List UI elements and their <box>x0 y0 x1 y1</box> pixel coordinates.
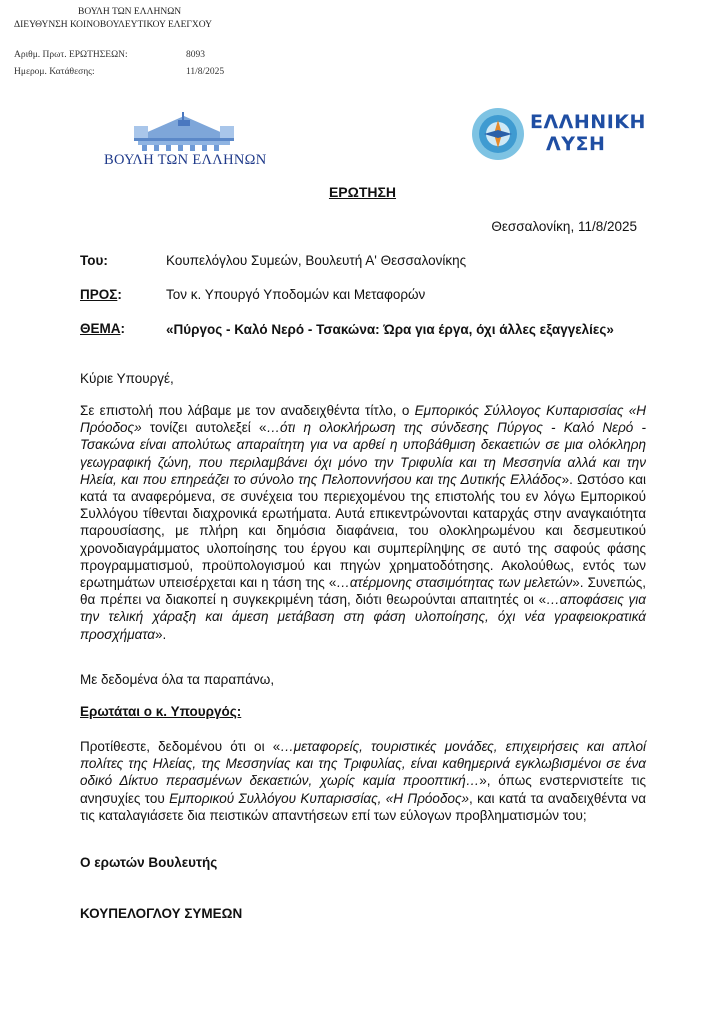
body-paragraph-2: Με δεδομένα όλα τα παραπάνω, <box>80 672 275 687</box>
subject-label <box>80 321 125 336</box>
subject-label-colon: : <box>120 321 125 336</box>
signature-title: Ο ερωτών Βουλευτής <box>80 855 218 870</box>
quoted-text: …ατέρμονης στασιμότητας των μελετών <box>336 575 573 591</box>
quoted-text: …μεταφορείς, τουριστικές μονάδες, επιχειρήσεις και απλοί πολίτες της Ηλείας, της Μεσσηνίας και της Τριφυλίας, είναι καθημερινά εγκλωβισμένοι σε ένα οδικό Δίκτυο περασμένων δεκαετιών, χωρίς καμία προοπτική… <box>80 739 647 789</box>
recipient-label-text: ΠΡΟΣ <box>80 287 118 302</box>
place-date: Θεσσαλονίκη, 11/8/2025 <box>491 219 637 234</box>
protocol-value: 8093 <box>186 50 205 60</box>
paragraph-text: ». Ωστόσο και κατά τα αναφερόμενα, σε συνέχεια του περιεχομένου της επιστολής του εν λόγω Εμπορικού Συλλόγου τίθενται διαχρονικά ερωτήματα. Αυτά επικεντρώνονται καταρχάς στην αναγκαιότητα παρουσίασης, με πλήρη και δημόσια διαφάνεια, του ολοκληρωμένου και δεσμευτικού χρονοδιαγράμματος υλοποίησης του έργου και συμπερίληψης σε αυτό της σαφούς φάσης προγραμματισμού, προϋπολογισμού και πηγών χρηματοδότησης. Ακολούθως, εντός των ερωτημάτων υπεισέρχεται και η τάση της « <box>80 471 646 591</box>
paragraph-text: ». <box>154 626 167 642</box>
recipient-value: Τον κ. Υπουργό Υποδομών και Μεταφορών <box>166 287 426 302</box>
header-organization <box>14 6 212 32</box>
quoted-text: Εμπορικός Σύλλογος Κυπαρισσίας «Η Πρόοδος» <box>80 403 646 436</box>
paragraph-text: , και κατά τα αναδειχθέντα να τις καταλαγιάσετε δια πειστικών απαντήσεων επί των εύλογων προβληματισμών του; <box>80 790 647 823</box>
org-directorate: ΔΙΕΥΘΥΝΣΗ ΚΟΙΝΟΒΟΥΛΕΥΤΙΚΟΥ ΕΛΕΓΧΟΥ <box>14 20 213 30</box>
subject-value: «Πύργος - Καλό Νερό - Τσακώνα: Ώρα για έργα, όχι άλλες εξαγγελίες» <box>166 322 614 337</box>
paragraph-text: Σε επιστολή που λάβαμε με τον αναδειχθέντα τίτλο, ο <box>80 403 415 418</box>
party-emblem-icon <box>470 106 526 162</box>
paragraph-text: Προτίθεστε, δεδομένου ότι οι « <box>80 739 281 754</box>
quoted-text: Εμπορικού Συλλόγου Κυπαρισσίας, «Η Πρόοδος» <box>169 790 470 806</box>
org-name: ΒΟΥΛΗ ΤΩΝ ΕΛΛΗΝΩΝ <box>78 7 182 17</box>
paragraph-text: ». Συνεπώς, θα πρέπει να διακοπεί η συγκεκριμένη τάση, διότι θεωρούνται απαιτητές οι « <box>80 575 646 608</box>
paragraph-text: », όπως ενστερνιστείτε τις ανησυχίες του <box>80 773 647 806</box>
document-title: ΕΡΩΤΗΣΗ <box>328 184 397 200</box>
quoted-text: …ότι η ολοκλήρωση της σύνδεσης Πύργος - Καλό Νερό - Τσακώνα είναι απολύτως απαραίτητη για να αρθεί η υποβάθμιση δεκαετιών σε μια ολόκληρη γεωγραφική ζώνη, που περιλαμβάνει όχι μόνο την Τριφυλία και τη Μεσσηνία αλλά και την Ηλεία, και που επηρεάζει το σύνολο της Πελοποννήσου και της Δυτικής Ελλάδος <box>80 420 647 487</box>
submission-date-label: Ημερομ. Κατάθεσης: <box>14 67 95 77</box>
protocol-label: Αριθμ. Πρωτ. ΕΡΩΤΗΣΕΩΝ: <box>14 50 128 60</box>
from-label: Του: <box>80 253 108 268</box>
party-logo-text <box>530 111 650 155</box>
signature-name: ΚΟΥΠΕΛΟΓΛΟΥ ΣΥΜΕΩΝ <box>80 906 243 921</box>
question-heading: Ερωτάται ο κ. Υπουργός: <box>80 704 242 719</box>
party-name-line2: ΛΥΣΗ <box>546 133 606 155</box>
party-name-line1: ΕΛΛΗΝΙΚΗ <box>530 111 646 133</box>
recipient-label-colon: : <box>117 287 122 302</box>
paragraph-text: τονίζει αυτολεξεί « <box>141 420 267 436</box>
submission-date-value: 11/8/2025 <box>186 67 225 77</box>
quoted-text: …αποφάσεις για την τελική χάραξη και άμεση μετάβαση στη φάση υλοποίησης, όχι νέα γραφειοκρατικά προσχήματα <box>80 592 646 642</box>
body-paragraph-1 <box>80 402 646 643</box>
parliament-caption: ΒΟΥΛΗ ΤΩΝ ΕΛΛΗΝΩΝ <box>104 152 267 168</box>
question-paragraph <box>80 738 646 824</box>
salutation: Κύριε Υπουργέ, <box>80 371 174 386</box>
from-value: Κουπελόγλου Συμεών, Βουλευτή Α' Θεσσαλονίκης <box>166 253 467 268</box>
recipient-label <box>80 287 122 302</box>
subject-label-text: ΘΕΜΑ <box>80 321 121 336</box>
